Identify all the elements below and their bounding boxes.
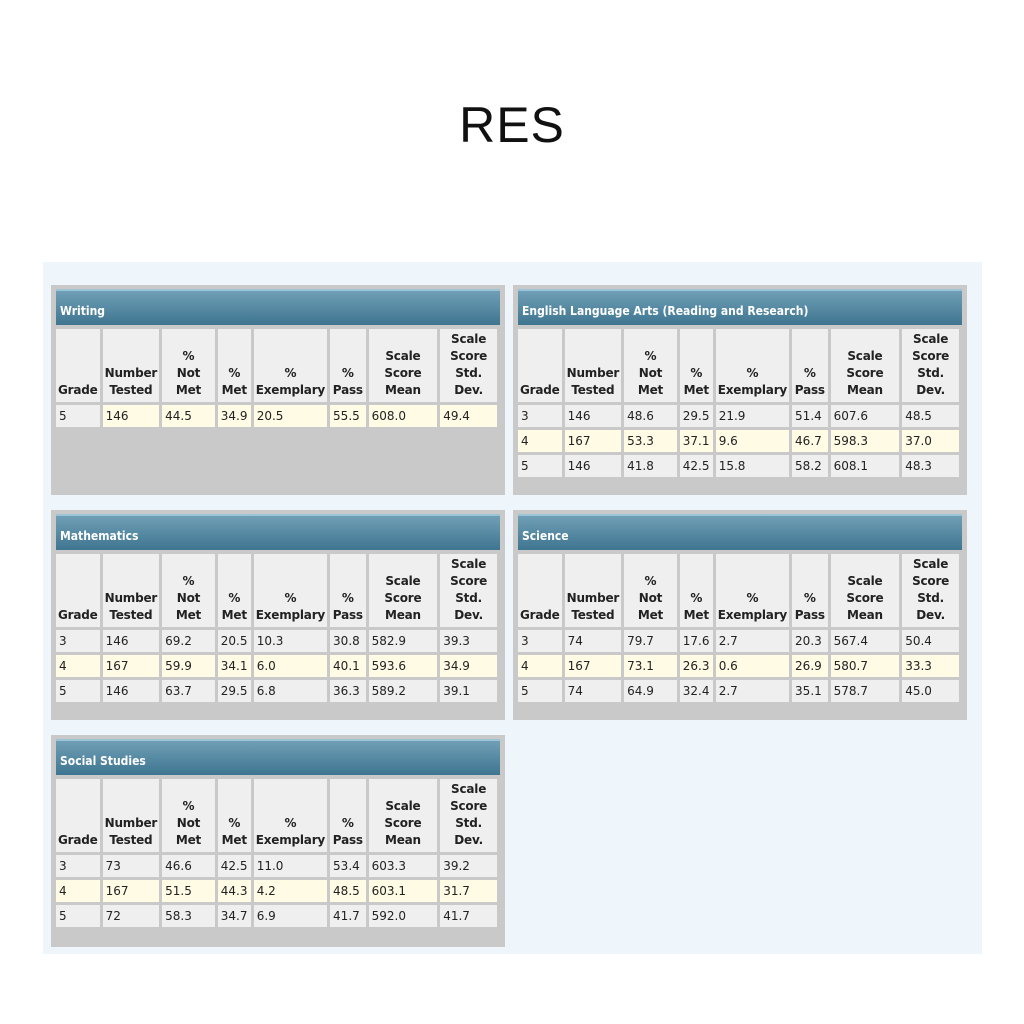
table-row — [518, 405, 959, 427]
cell-pct-met: 32.4 — [680, 680, 713, 702]
table-row — [518, 680, 959, 702]
cell-scale-score-std-dev: 50.4 — [902, 630, 959, 652]
column-header-line: Score — [912, 574, 950, 588]
column-header-line: % — [182, 349, 195, 363]
table-row — [56, 905, 497, 927]
column-header-line: Std. Dev. — [454, 366, 483, 397]
column-header-line: % — [284, 591, 297, 605]
cell-pct-met: 34.1 — [218, 655, 251, 677]
column-header-pct-pass — [330, 329, 366, 402]
cell-pct-met: 44.3 — [218, 880, 251, 902]
cell-pct-not-met: 41.8 — [624, 455, 677, 477]
column-header-line: Grade — [520, 383, 560, 397]
cell-pct-pass: 46.7 — [792, 430, 828, 452]
column-header-scale-score-mean — [369, 329, 438, 402]
cell-pct-exemplary: 2.7 — [716, 630, 789, 652]
cell-scale-score-std-dev: 33.3 — [902, 655, 959, 677]
cell-pct-not-met: 46.6 — [162, 855, 215, 877]
column-header-line: Scale — [913, 557, 949, 571]
panel-writing — [51, 285, 505, 495]
cell-pct-met: 34.9 — [218, 405, 251, 427]
column-header-line: Mean — [384, 833, 421, 847]
column-header-line: Met — [221, 608, 247, 622]
column-header-pct-met — [218, 329, 251, 402]
table-row — [518, 430, 959, 452]
panel-english-language-arts — [513, 285, 967, 495]
cell-pct-met: 42.5 — [680, 455, 713, 477]
cell-pct-met: 20.5 — [218, 630, 251, 652]
column-header-pct-pass — [792, 329, 828, 402]
cell-grade: 5 — [56, 405, 100, 427]
column-header-line: Scale Score — [846, 349, 884, 380]
column-header-pct-met — [218, 554, 251, 627]
cell-scale-score-std-dev: 31.7 — [440, 880, 497, 902]
column-header-scale-score-mean — [369, 554, 438, 627]
column-header-line: % — [182, 574, 195, 588]
column-header-pct-exemplary — [716, 554, 789, 627]
column-header-line: Score — [450, 349, 488, 363]
cell-grade: 3 — [518, 405, 562, 427]
results-area — [43, 262, 982, 954]
column-header-line: Not Met — [637, 591, 664, 622]
column-header-line: Score — [450, 799, 488, 813]
column-header-line: % — [746, 366, 759, 380]
column-header-line: Grade — [520, 608, 560, 622]
column-header-line: Mean — [846, 383, 883, 397]
cell-scale-score-std-dev: 48.5 — [902, 405, 959, 427]
column-header-line: % — [341, 366, 354, 380]
column-header-line: Scale Score — [384, 799, 422, 830]
column-header-line: Tested — [109, 608, 153, 622]
column-header-line: Met — [221, 833, 247, 847]
column-header-line: Grade — [58, 383, 98, 397]
column-header-line: Number — [104, 816, 158, 830]
column-header-pct-not-met — [162, 329, 215, 402]
panel-science — [513, 510, 967, 720]
column-header-line: Tested — [109, 383, 153, 397]
panel-title: Mathematics — [56, 514, 500, 550]
cell-pct-exemplary: 0.6 — [716, 655, 789, 677]
column-header-line: Tested — [109, 833, 153, 847]
column-header-line: Pass — [794, 608, 825, 622]
cell-scale-score-mean: 593.6 — [369, 655, 438, 677]
cell-pct-exemplary: 20.5 — [254, 405, 327, 427]
cell-pct-not-met: 64.9 — [624, 680, 677, 702]
cell-number-tested: 74 — [565, 680, 622, 702]
column-header-line: Exemplary — [717, 608, 788, 622]
cell-number-tested: 167 — [565, 655, 622, 677]
column-header-line: Scale — [451, 557, 487, 571]
cell-scale-score-mean: 598.3 — [831, 430, 900, 452]
column-header-line: % — [644, 349, 657, 363]
cell-pct-met: 34.7 — [218, 905, 251, 927]
table-row — [518, 655, 959, 677]
column-header-line: % — [228, 816, 241, 830]
cell-scale-score-std-dev: 34.9 — [440, 655, 497, 677]
panel-social-studies — [51, 735, 505, 947]
cell-scale-score-mean: 582.9 — [369, 630, 438, 652]
cell-pct-not-met: 44.5 — [162, 405, 215, 427]
cell-scale-score-std-dev: 39.3 — [440, 630, 497, 652]
column-header-line: Exemplary — [255, 833, 326, 847]
column-header-line: % — [182, 799, 195, 813]
cell-pct-pass: 26.9 — [792, 655, 828, 677]
cell-number-tested: 167 — [565, 430, 622, 452]
column-header-line: Met — [683, 608, 709, 622]
column-header-line: Met — [221, 383, 247, 397]
column-header-line: % — [284, 366, 297, 380]
cell-pct-met: 29.5 — [218, 680, 251, 702]
column-header-line: % — [644, 574, 657, 588]
column-header-grade — [56, 329, 100, 402]
column-header-pct-exemplary — [716, 329, 789, 402]
column-header-line: % — [803, 366, 816, 380]
cell-pct-pass: 40.1 — [330, 655, 366, 677]
column-header-line: Std. Dev. — [454, 816, 483, 847]
column-header-number-tested — [103, 329, 160, 402]
cell-number-tested: 74 — [565, 630, 622, 652]
cell-scale-score-mean: 580.7 — [831, 655, 900, 677]
column-header-line: Grade — [58, 608, 98, 622]
cell-scale-score-std-dev: 48.3 — [902, 455, 959, 477]
header-row — [518, 554, 959, 627]
cell-pct-pass: 58.2 — [792, 455, 828, 477]
cell-number-tested: 73 — [103, 855, 160, 877]
cell-pct-not-met: 63.7 — [162, 680, 215, 702]
column-header-line: Number — [566, 591, 620, 605]
column-header-line: Tested — [571, 383, 615, 397]
cell-pct-exemplary: 6.9 — [254, 905, 327, 927]
cell-pct-pass: 53.4 — [330, 855, 366, 877]
header-row — [56, 554, 497, 627]
cell-pct-not-met: 48.6 — [624, 405, 677, 427]
column-header-scale-score-std-dev — [902, 329, 959, 402]
cell-pct-not-met: 58.3 — [162, 905, 215, 927]
cell-pct-exemplary: 6.0 — [254, 655, 327, 677]
cell-grade: 4 — [56, 880, 100, 902]
cell-grade: 4 — [56, 655, 100, 677]
cell-pct-exemplary: 11.0 — [254, 855, 327, 877]
column-header-scale-score-std-dev — [440, 329, 497, 402]
column-header-grade — [518, 329, 562, 402]
column-header-pct-not-met — [162, 554, 215, 627]
column-header-scale-score-std-dev — [440, 779, 497, 852]
column-header-line: Scale — [913, 332, 949, 346]
cell-scale-score-mean: 608.1 — [831, 455, 900, 477]
table-row — [56, 405, 497, 427]
column-header-line: Exemplary — [255, 383, 326, 397]
panel-title: Science — [518, 514, 962, 550]
column-header-line: Scale Score — [384, 574, 422, 605]
column-header-line: Scale — [451, 782, 487, 796]
cell-pct-pass: 20.3 — [792, 630, 828, 652]
column-header-number-tested — [103, 554, 160, 627]
table-row — [518, 455, 959, 477]
results-table — [53, 551, 500, 705]
column-header-line: Met — [683, 383, 709, 397]
column-header-line: Pass — [332, 383, 363, 397]
column-header-scale-score-std-dev — [902, 554, 959, 627]
results-table — [515, 326, 962, 480]
column-header-line: Std. Dev. — [454, 591, 483, 622]
cell-grade: 4 — [518, 430, 562, 452]
cell-scale-score-std-dev: 41.7 — [440, 905, 497, 927]
column-header-line: Not Met — [637, 366, 664, 397]
cell-grade: 3 — [518, 630, 562, 652]
column-header-line: Score — [450, 574, 488, 588]
column-header-line: % — [690, 591, 703, 605]
cell-scale-score-mean: 578.7 — [831, 680, 900, 702]
cell-grade: 4 — [518, 655, 562, 677]
column-header-pct-not-met — [624, 329, 677, 402]
cell-pct-met: 26.3 — [680, 655, 713, 677]
cell-grade: 3 — [56, 855, 100, 877]
cell-pct-pass: 48.5 — [330, 880, 366, 902]
cell-number-tested: 146 — [103, 405, 160, 427]
column-header-pct-pass — [330, 779, 366, 852]
cell-grade: 5 — [56, 680, 100, 702]
table-row — [56, 880, 497, 902]
cell-scale-score-mean: 589.2 — [369, 680, 438, 702]
cell-scale-score-mean: 603.3 — [369, 855, 438, 877]
header-row — [56, 329, 497, 402]
cell-pct-exemplary: 6.8 — [254, 680, 327, 702]
panel-title: Writing — [56, 289, 500, 325]
column-header-line: Mean — [384, 608, 421, 622]
cell-pct-met: 29.5 — [680, 405, 713, 427]
cell-pct-not-met: 79.7 — [624, 630, 677, 652]
column-header-line: % — [228, 591, 241, 605]
cell-scale-score-std-dev: 37.0 — [902, 430, 959, 452]
column-header-pct-exemplary — [254, 329, 327, 402]
cell-grade: 3 — [56, 630, 100, 652]
column-header-scale-score-mean — [369, 779, 438, 852]
cell-scale-score-mean: 592.0 — [369, 905, 438, 927]
column-header-line: Not Met — [175, 816, 202, 847]
column-header-line: Mean — [846, 608, 883, 622]
results-table — [515, 551, 962, 705]
cell-number-tested: 72 — [103, 905, 160, 927]
cell-scale-score-mean: 607.6 — [831, 405, 900, 427]
column-header-line: % — [341, 816, 354, 830]
column-header-line: Number — [104, 366, 158, 380]
column-header-pct-met — [680, 329, 713, 402]
cell-pct-exemplary: 15.8 — [716, 455, 789, 477]
table-row — [56, 680, 497, 702]
cell-scale-score-mean: 567.4 — [831, 630, 900, 652]
column-header-pct-exemplary — [254, 554, 327, 627]
cell-scale-score-mean: 603.1 — [369, 880, 438, 902]
cell-number-tested: 146 — [565, 405, 622, 427]
results-table — [53, 776, 500, 930]
header-row — [518, 329, 959, 402]
table-row — [56, 630, 497, 652]
column-header-pct-exemplary — [254, 779, 327, 852]
column-header-line: Grade — [58, 833, 98, 847]
cell-pct-pass: 55.5 — [330, 405, 366, 427]
column-header-line: Not Met — [175, 591, 202, 622]
cell-pct-pass: 41.7 — [330, 905, 366, 927]
table-row — [56, 855, 497, 877]
cell-pct-exemplary: 9.6 — [716, 430, 789, 452]
cell-number-tested: 146 — [103, 680, 160, 702]
column-header-number-tested — [565, 554, 622, 627]
cell-pct-pass: 36.3 — [330, 680, 366, 702]
cell-scale-score-std-dev: 39.1 — [440, 680, 497, 702]
column-header-line: Scale — [451, 332, 487, 346]
table-row — [518, 630, 959, 652]
cell-pct-not-met: 53.3 — [624, 430, 677, 452]
column-header-grade — [56, 779, 100, 852]
column-header-line: Number — [566, 366, 620, 380]
cell-pct-pass: 51.4 — [792, 405, 828, 427]
cell-pct-pass: 30.8 — [330, 630, 366, 652]
column-header-line: % — [228, 366, 241, 380]
column-header-line: Exemplary — [255, 608, 326, 622]
table-row — [56, 655, 497, 677]
column-header-line: Scale Score — [384, 349, 422, 380]
cell-grade: 5 — [56, 905, 100, 927]
column-header-grade — [56, 554, 100, 627]
cell-scale-score-std-dev: 39.2 — [440, 855, 497, 877]
page-title: RES — [459, 97, 565, 153]
cell-grade: 5 — [518, 455, 562, 477]
header-row — [56, 779, 497, 852]
panel-title: English Language Arts (Reading and Research) — [518, 289, 962, 325]
results-table — [53, 326, 500, 430]
cell-number-tested: 146 — [565, 455, 622, 477]
panel-title: Social Studies — [56, 739, 500, 775]
column-header-line: Mean — [384, 383, 421, 397]
column-header-grade — [518, 554, 562, 627]
column-header-line: Score — [912, 349, 950, 363]
column-header-line: Pass — [332, 833, 363, 847]
cell-pct-exemplary: 10.3 — [254, 630, 327, 652]
column-header-line: Exemplary — [717, 383, 788, 397]
column-header-scale-score-std-dev — [440, 554, 497, 627]
cell-number-tested: 167 — [103, 655, 160, 677]
column-header-pct-not-met — [162, 779, 215, 852]
column-header-line: % — [746, 591, 759, 605]
column-header-number-tested — [565, 329, 622, 402]
column-header-number-tested — [103, 779, 160, 852]
column-header-line: Std. Dev. — [916, 591, 945, 622]
column-header-scale-score-mean — [831, 554, 900, 627]
column-header-pct-met — [218, 779, 251, 852]
cell-pct-met: 17.6 — [680, 630, 713, 652]
cell-pct-not-met: 59.9 — [162, 655, 215, 677]
cell-pct-not-met: 51.5 — [162, 880, 215, 902]
cell-pct-not-met: 73.1 — [624, 655, 677, 677]
column-header-line: Std. Dev. — [916, 366, 945, 397]
column-header-line: Not Met — [175, 366, 202, 397]
column-header-line: Number — [104, 591, 158, 605]
cell-grade: 5 — [518, 680, 562, 702]
cell-number-tested: 167 — [103, 880, 160, 902]
cell-scale-score-std-dev: 45.0 — [902, 680, 959, 702]
cell-pct-exemplary: 4.2 — [254, 880, 327, 902]
column-header-pct-not-met — [624, 554, 677, 627]
column-header-line: Pass — [794, 383, 825, 397]
cell-pct-met: 42.5 — [218, 855, 251, 877]
cell-scale-score-mean: 608.0 — [369, 405, 438, 427]
column-header-scale-score-mean — [831, 329, 900, 402]
column-header-line: % — [341, 591, 354, 605]
column-header-line: % — [284, 816, 297, 830]
cell-pct-pass: 35.1 — [792, 680, 828, 702]
column-header-pct-pass — [330, 554, 366, 627]
column-header-line: Pass — [332, 608, 363, 622]
cell-number-tested: 146 — [103, 630, 160, 652]
column-header-line: Tested — [571, 608, 615, 622]
column-header-pct-met — [680, 554, 713, 627]
column-header-line: Scale Score — [846, 574, 884, 605]
cell-scale-score-std-dev: 49.4 — [440, 405, 497, 427]
cell-pct-exemplary: 2.7 — [716, 680, 789, 702]
column-header-line: % — [803, 591, 816, 605]
cell-pct-met: 37.1 — [680, 430, 713, 452]
cell-pct-exemplary: 21.9 — [716, 405, 789, 427]
column-header-pct-pass — [792, 554, 828, 627]
cell-pct-not-met: 69.2 — [162, 630, 215, 652]
panel-mathematics — [51, 510, 505, 720]
column-header-line: % — [690, 366, 703, 380]
